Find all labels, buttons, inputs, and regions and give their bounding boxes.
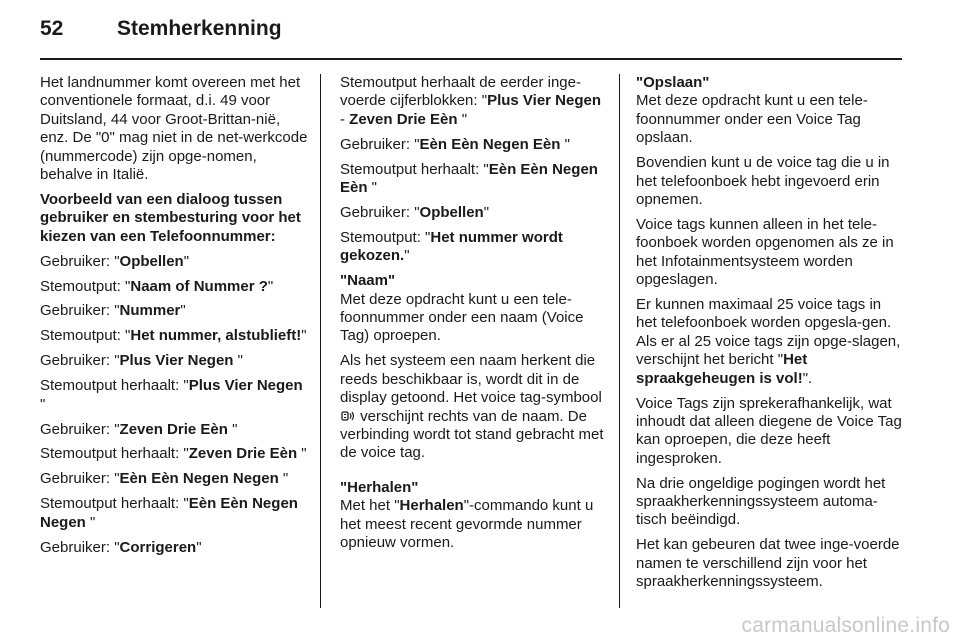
dialog-line: Stemoutput: "Naam of Nummer ?" — [40, 277, 274, 295]
dialog-line: Stemoutput: "Het nummer, alstublieft!" — [40, 327, 307, 345]
naam-heading: "Naam" — [340, 272, 396, 290]
paragraph: Het kan gebeuren dat twee inge-voerde namen te verschillend zijn voor het spraakherkenningssysteem. — [636, 536, 900, 591]
paragraph: Voice Tags zijn sprekerafhankelijk, wat inhoudt dat alleen diegene de Voice Tag kan oproepen, die deze heeft ingesproken. — [636, 394, 902, 467]
dialog-line: Gebruiker: "Opbellen" — [340, 203, 490, 221]
opslaan-section: "Opslaan" Met deze opdracht kunt u een tele-foonnummer onder een Voice Tag opslaan. — [636, 74, 868, 147]
column-1 — [40, 74, 312, 563]
herhalen-heading: "Herhalen" — [340, 478, 419, 496]
opslaan-heading: "Opslaan" — [636, 74, 710, 91]
naam-paragraph-2: Als het systeem een naam herkent die reeds beschikbaar is, wordt dit in de display getoond. Het voice tag-symbool verschijnt rechts van de naam. De verbinding wordt tot stand gebracht met de voice tag. — [340, 352, 604, 462]
dialog-line: Gebruiker: "Eèn Eèn Negen Negen " — [40, 470, 289, 488]
paragraph: Voice tags kunnen alleen in het tele-foonboek worden opgenomen als ze in het Infotainmentsysteem worden opgeslagen. — [636, 215, 894, 289]
dialog-line: Gebruiker: "Opbellen" — [40, 252, 190, 270]
dialog-line: Stemoutput herhaalt: "Eèn Eèn Negen Eèn " — [340, 160, 598, 197]
dialog-line: Gebruiker: "Zeven Drie Eèn " — [40, 420, 238, 438]
country-code-paragraph: Het landnummer komt overeen met het conventionele formaat, d.i. 49 voor Duitsland, 44 voor Groot-Brittan-nië, enz. De "0" mag niet in de net-werkcode (nummercode) zijn opge-nomen, behalve in Italië. — [40, 74, 308, 184]
dialog-line: Gebruiker: "Corrigeren" — [40, 538, 202, 556]
dialog-line: Stemoutput herhaalt: "Plus Vier Negen " — [40, 377, 303, 413]
repeat-blocks-paragraph: Stemoutput herhaalt de eerder inge-voerde cijferblokken: "Plus Vier Negen - Zeven Drie Eèn " — [340, 74, 602, 128]
voice-tag-icon — [341, 410, 355, 422]
herhalen-section: "Herhalen" Met het "Herhalen"-commando kunt u het meest recent gevormde nummer opnieuw vormen. — [340, 478, 594, 551]
dialog-line: Gebruiker: "Nummer" — [40, 302, 186, 320]
dialog-line: Gebruiker: "Plus Vier Negen " — [40, 352, 243, 370]
dialog-line: Stemoutput herhaalt: "Eèn Eèn Negen Negen " — [40, 495, 298, 531]
dialog-line: Stemoutput herhaalt: "Zeven Drie Eèn " — [40, 445, 307, 463]
dialog-line: Stemoutput: "Het nummer wordt gekozen." — [340, 228, 563, 265]
dialog-example-heading: Voorbeeld van een dialoog tussen gebruiker en stembesturing voor het kiezen van een Telefoonnummer: — [40, 190, 301, 245]
page-number: 52 — [40, 17, 64, 40]
header-rule — [40, 58, 902, 60]
paragraph: Na drie ongeldige pogingen wordt het spraakherkenningssysteem automa-tisch beëindigd. — [636, 474, 886, 529]
paragraph: Bovendien kunt u de voice tag die u in het telefoonboek hebt ingevoerd erin opnemen. — [636, 154, 890, 208]
dialog-line: Gebruiker: "Eèn Eèn Negen Eèn " — [340, 135, 570, 153]
paragraph: Er kunnen maximaal 25 voice tags in het telefoonboek worden opgesla-gen. Als er al 25 voice tags zijn opge-slagen, verschijnt het bericht "Het spraakgeheugen is vol!". — [636, 295, 901, 387]
naam-section: "Naam" Met deze opdracht kunt u een tele-foonnummer onder een naam (Voice Tag) oproepen. — [340, 272, 584, 345]
watermark: carmanualsonline.info — [741, 614, 950, 637]
column-2 — [340, 74, 608, 559]
column-divider — [619, 74, 620, 608]
page-title: Stemherkenning — [117, 17, 282, 40]
column-divider — [320, 74, 321, 608]
column-3 — [636, 74, 902, 598]
